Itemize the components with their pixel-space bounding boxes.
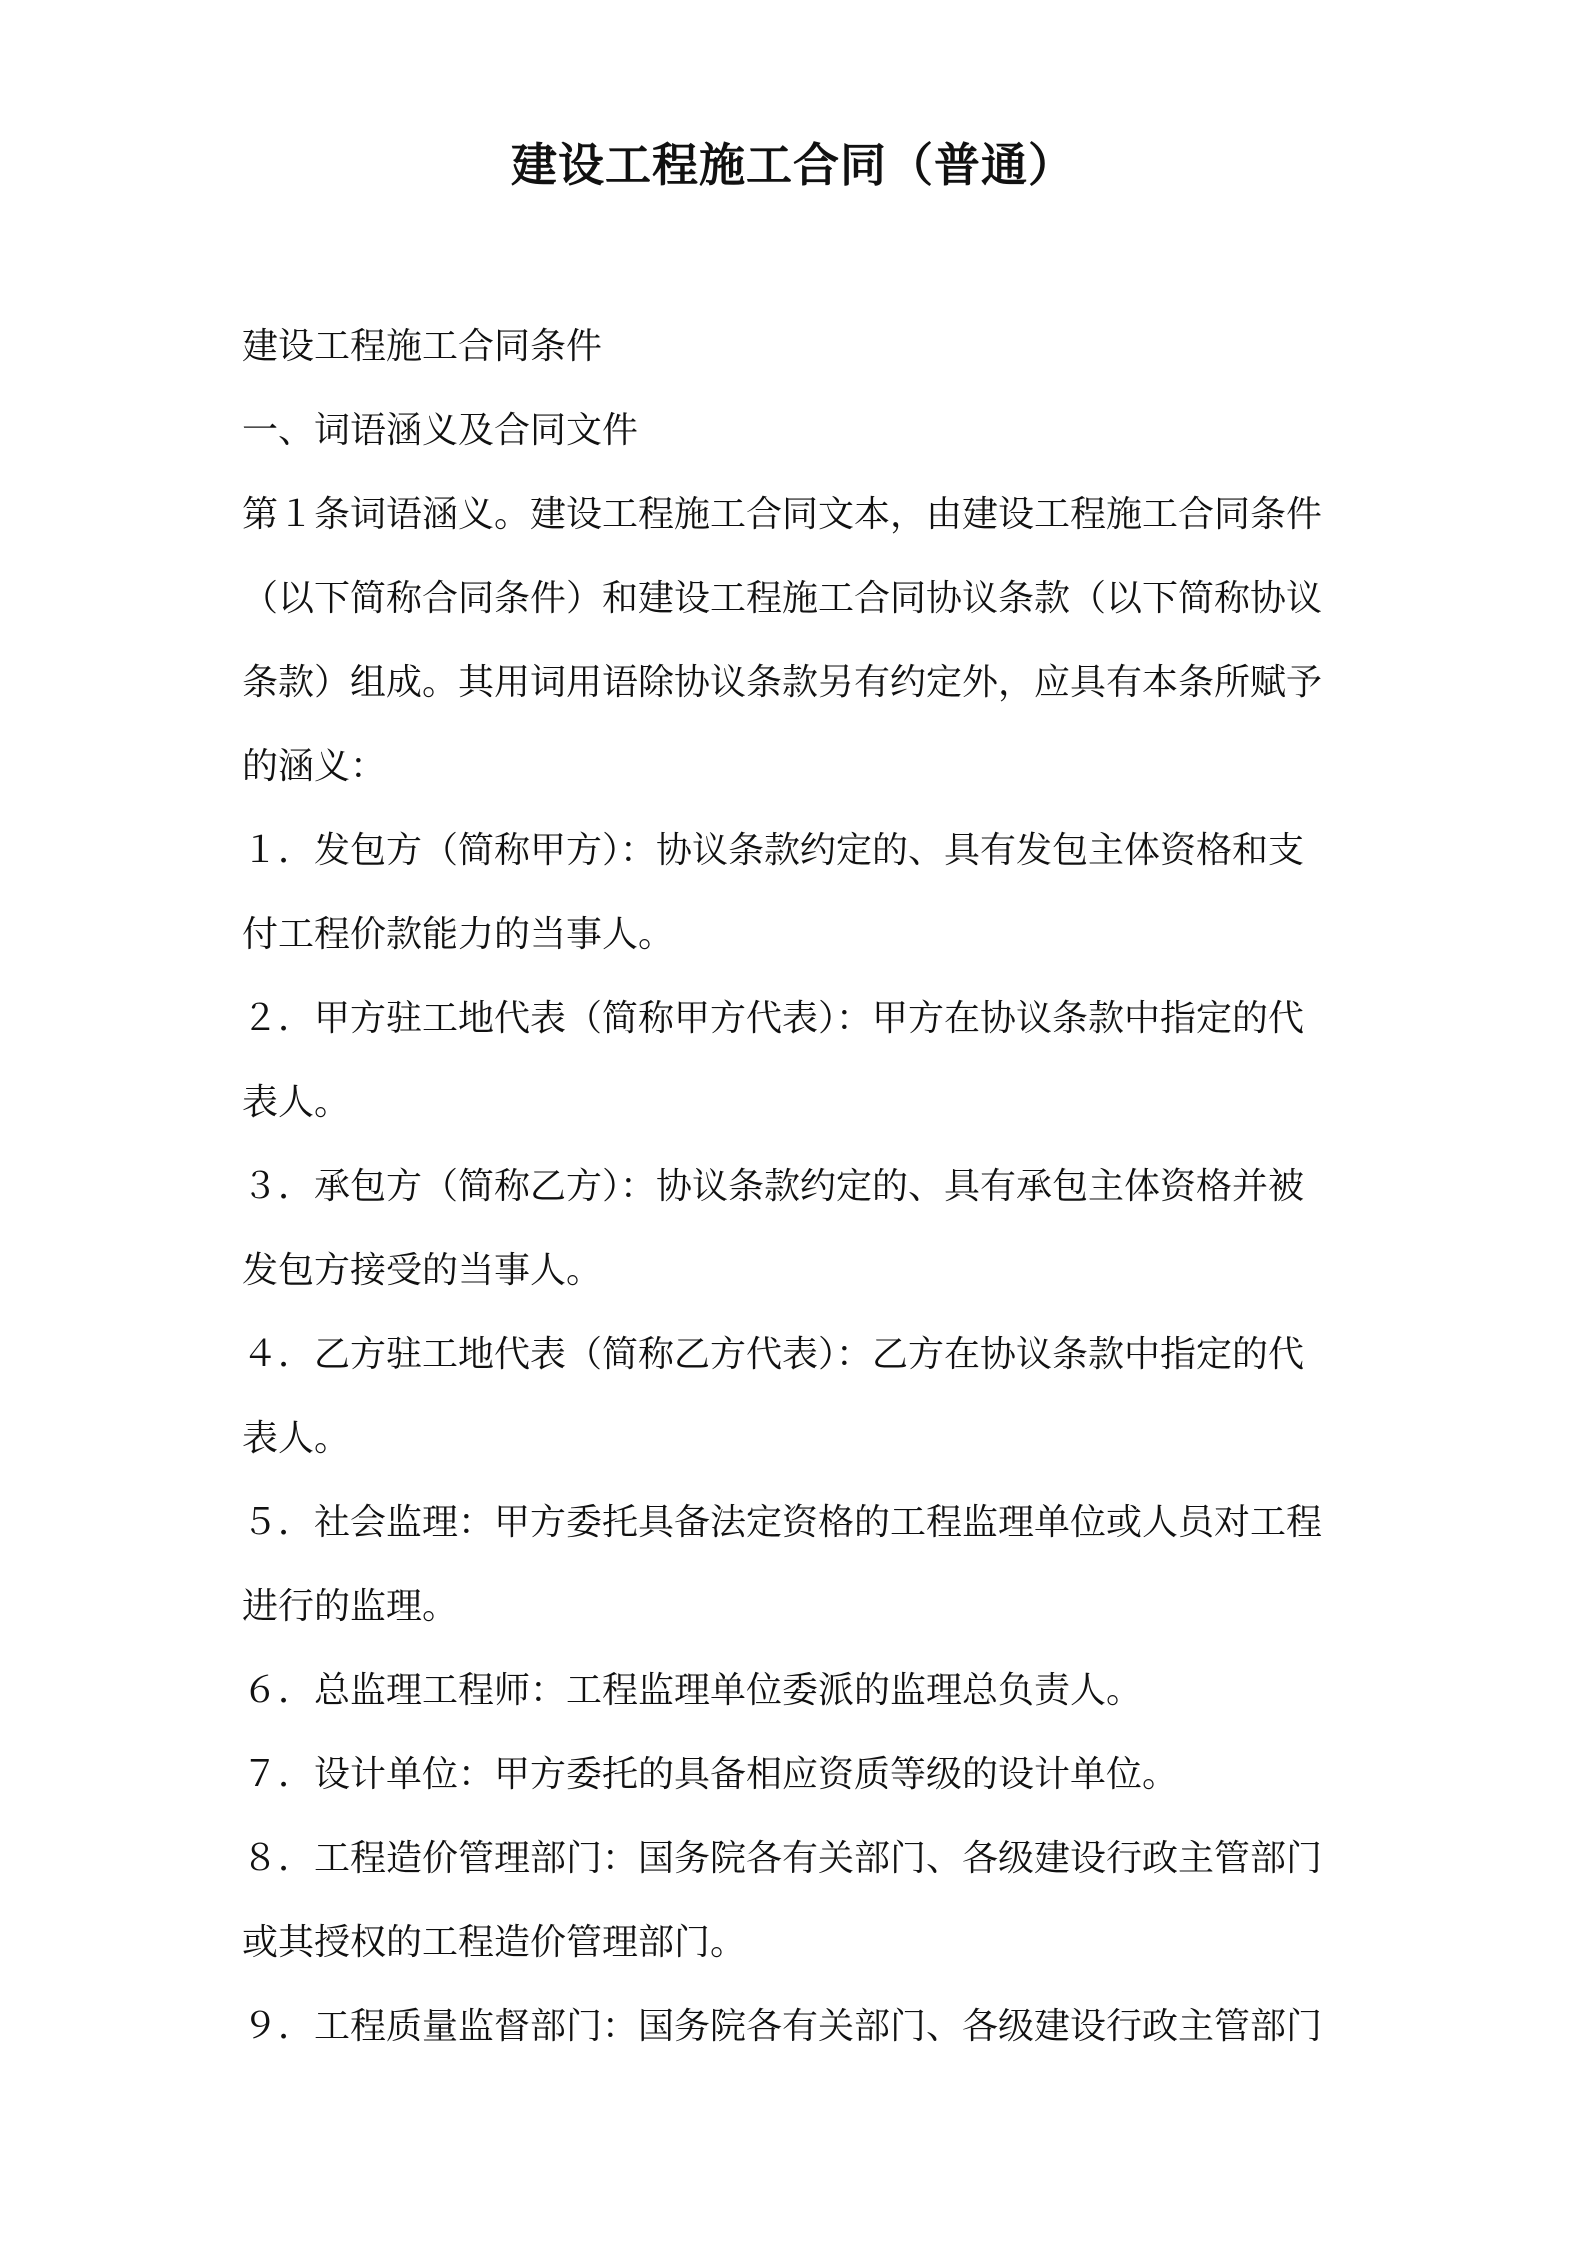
definition-item: ８．工程造价管理部门：国务院各有关部门、各级建设行政主管部门 <box>242 1838 1323 1879</box>
definition-item: ９．工程质量监督部门：国务院各有关部门、各级建设行政主管部门 <box>242 2006 1323 2047</box>
paragraph-line: 条款）组成。其用词用语除协议条款另有约定外，应具有本条所赋予 <box>242 662 1323 703</box>
definition-item: ２．甲方驻工地代表（简称甲方代表）：甲方在协议条款中指定的代 <box>242 998 1305 1039</box>
definition-item: １．发包方（简称甲方）：协议条款约定的、具有发包主体资格和支 <box>242 830 1305 871</box>
definition-item: 或其授权的工程造价管理部门。 <box>242 1922 747 1963</box>
definition-item: ４．乙方驻工地代表（简称乙方代表）：乙方在协议条款中指定的代 <box>242 1334 1305 1375</box>
definition-item: ７．设计单位：甲方委托的具备相应资质等级的设计单位。 <box>242 1754 1179 1795</box>
definition-item: 发包方接受的当事人。 <box>242 1250 603 1291</box>
definition-item: ５．社会监理：甲方委托具备法定资格的工程监理单位或人员对工程 <box>242 1502 1323 1543</box>
chapter-heading: 一、词语涵义及合同文件 <box>242 410 639 451</box>
definition-item: 表人。 <box>242 1418 351 1459</box>
paragraph-line: 第１条词语涵义。建设工程施工合同文本，由建设工程施工合同条件 <box>242 494 1323 535</box>
definition-item: ３．承包方（简称乙方）：协议条款约定的、具有承包主体资格并被 <box>242 1166 1305 1207</box>
section-heading: 建设工程施工合同条件 <box>242 326 603 367</box>
definition-item: 付工程价款能力的当事人。 <box>242 914 675 955</box>
definition-item: 表人。 <box>242 1082 351 1123</box>
paragraph-line: 的涵义： <box>242 746 387 787</box>
paragraph-line: （以下简称合同条件）和建设工程施工合同协议条款（以下简称协议 <box>242 578 1323 619</box>
definition-item: ６．总监理工程师：工程监理单位委派的监理总负责人。 <box>242 1670 1143 1711</box>
definition-item: 进行的监理。 <box>242 1586 459 1627</box>
document-title: 建设工程施工合同（普通） <box>511 138 1075 192</box>
document-body <box>242 305 1354 2069</box>
